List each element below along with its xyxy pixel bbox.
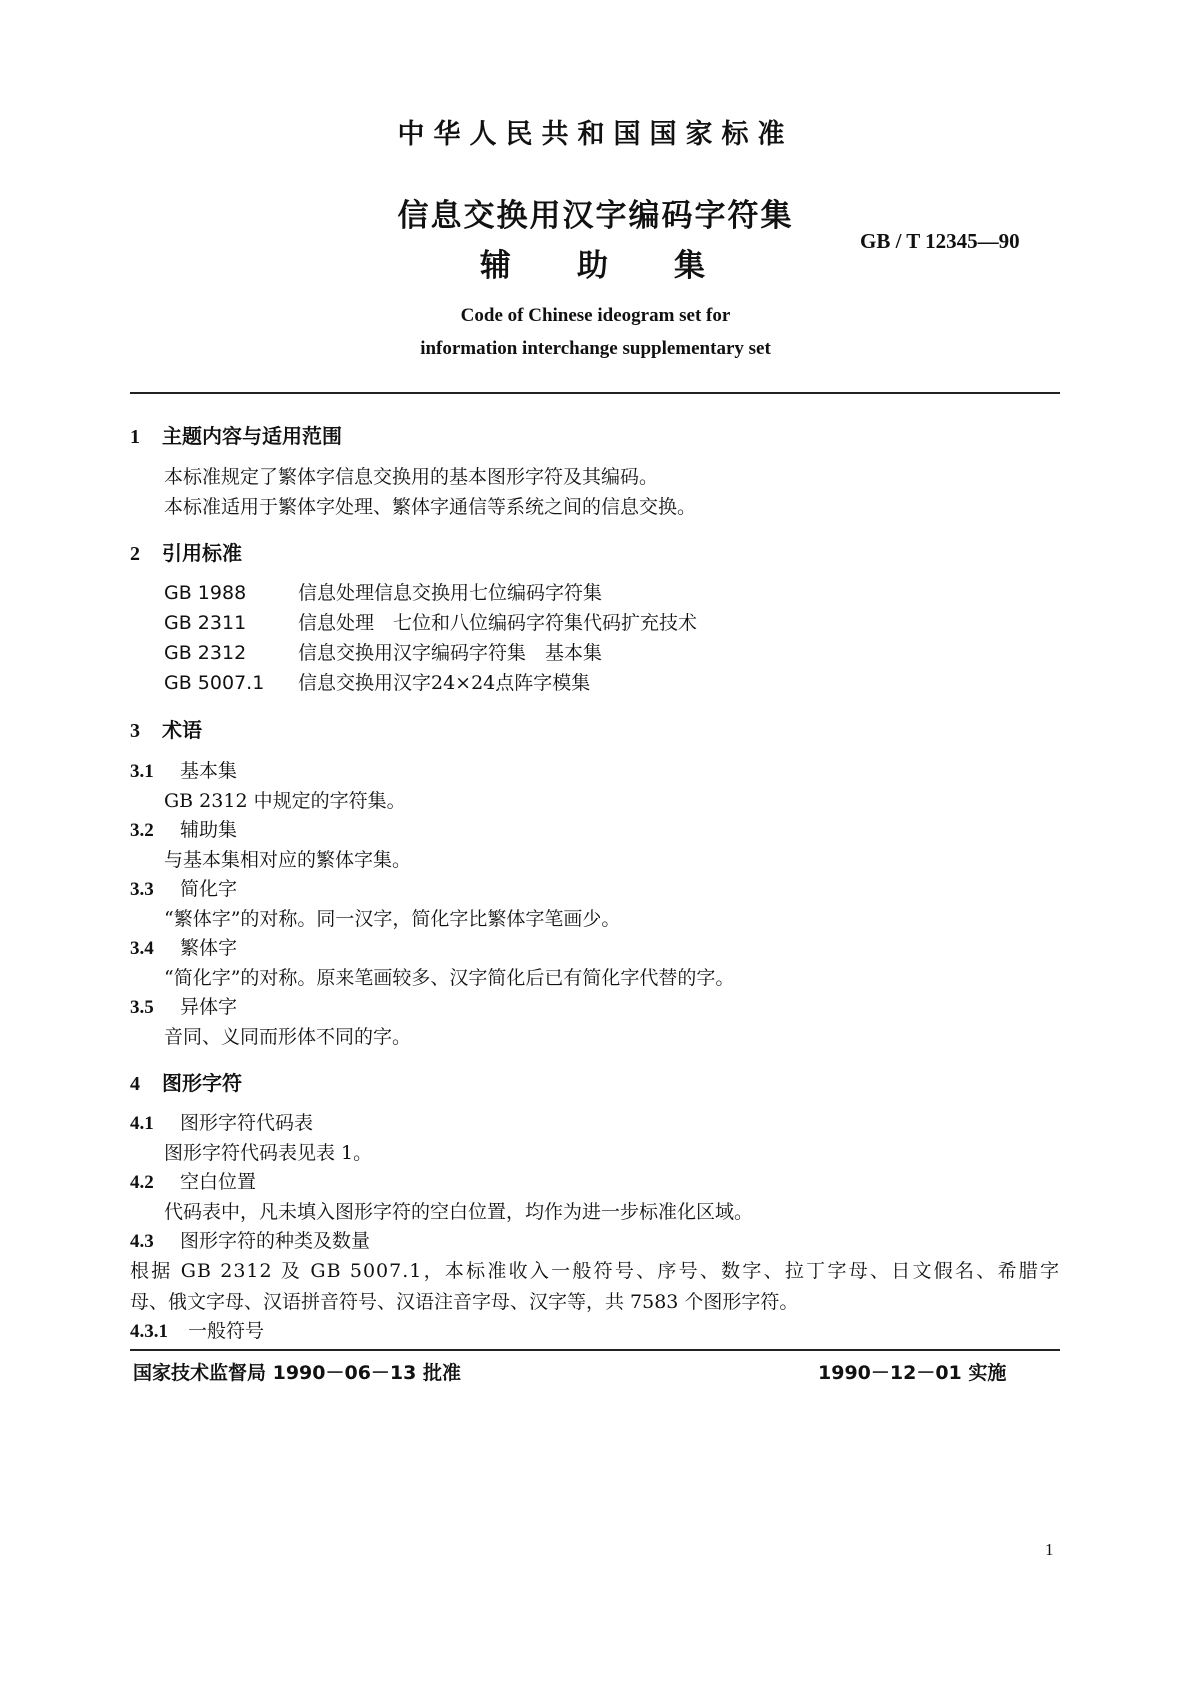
reference-title: 信息处理 七位和八位编码字符集代码扩充技术	[298, 612, 698, 634]
section-title: 图形字符	[162, 1071, 242, 1095]
section-heading-4	[130, 1067, 242, 1096]
paragraph: 代码表中，凡未填入图形字符的空白位置，均作为进一步标准化区域。	[164, 1201, 754, 1223]
footer-divider	[130, 1349, 1060, 1351]
reference-title: 信息处理信息交换用七位编码字符集	[298, 582, 603, 604]
reference-code: GB 2312	[164, 642, 247, 664]
subsection-heading-4-1	[130, 1108, 313, 1135]
section-title: 引用标准	[162, 541, 242, 565]
paragraph: 图形字符代码表见表 1。	[164, 1142, 373, 1164]
term-heading	[130, 992, 237, 1019]
term-number: 3.2	[130, 820, 154, 841]
approval-date: 国家技术监督局 1990－06－13 批准	[133, 1362, 461, 1384]
paragraph: 本标准适用于繁体字处理、繁体字通信等系统之间的信息交换。	[164, 496, 697, 518]
reference-title: 信息交换用汉字24×24点阵字模集	[298, 672, 591, 694]
section-number: 2	[130, 543, 140, 565]
paragraph-line: 母、俄文字母、汉语拼音符号、汉语注音字母、汉字等，共 7583 个图形字符。	[130, 1291, 799, 1313]
subsection-heading-4-2	[130, 1167, 256, 1194]
term-name: 基本集	[180, 760, 238, 782]
term-number: 3.1	[130, 761, 154, 782]
reference-item	[164, 578, 602, 605]
page-number: 1	[1045, 1540, 1054, 1559]
term-name: 辅助集	[180, 819, 238, 841]
section-number: 4	[130, 1073, 140, 1095]
implementation-date: 1990－12－01 实施	[818, 1362, 1007, 1384]
subsection-title: 一般符号	[188, 1320, 265, 1342]
section-number: 3	[130, 720, 140, 742]
term-heading	[130, 756, 237, 783]
term-heading	[130, 874, 237, 901]
reference-item	[164, 668, 590, 695]
reference-code: GB 1988	[164, 582, 247, 604]
term-definition: 与基本集相对应的繁体字集。	[164, 849, 412, 871]
reference-item	[164, 608, 697, 635]
term-name: 繁体字	[180, 937, 238, 959]
term-heading	[130, 815, 237, 842]
reference-code: GB 5007.1	[164, 672, 265, 694]
english-title-line1: Code of Chinese ideogram set for	[460, 305, 731, 326]
term-number: 3.5	[130, 997, 154, 1018]
term-heading	[130, 933, 237, 960]
document-subtitle: 辅助集	[480, 248, 771, 284]
term-name: 异体字	[180, 996, 238, 1018]
section-title: 主题内容与适用范围	[162, 424, 342, 448]
subsection-title: 图形字符代码表	[180, 1112, 314, 1134]
term-definition: “简化字”的对称。原来笔画较多、汉字简化后已有简化字代替的字。	[164, 967, 735, 989]
term-definition: “繁体字”的对称。同一汉字，简化字比繁体字笔画少。	[164, 908, 621, 930]
subsection-number: 4.3	[130, 1231, 154, 1252]
term-definition: GB 2312 中规定的字符集。	[164, 790, 406, 812]
reference-title: 信息交换用汉字编码字符集 基本集	[298, 642, 603, 664]
reference-code: GB 2311	[164, 612, 247, 634]
english-title-line2: information interchange supplementary set	[420, 338, 771, 359]
national-standard-heading: 中华人民共和国国家标准	[397, 119, 794, 150]
standard-number: GB / T 12345—90	[860, 229, 1020, 253]
subsection-number: 4.3.1	[130, 1321, 168, 1342]
header-divider	[130, 392, 1060, 394]
term-definition: 音同、义同而形体不同的字。	[164, 1026, 412, 1048]
section-number: 1	[130, 426, 140, 448]
subsection-number: 4.2	[130, 1172, 154, 1193]
subsection-title: 空白位置	[180, 1171, 257, 1193]
term-name: 简化字	[180, 878, 238, 900]
subsection-heading-4-3	[130, 1226, 370, 1253]
section-heading-3	[130, 714, 202, 743]
document-title: 信息交换用汉字编码字符集	[397, 198, 794, 234]
term-number: 3.3	[130, 879, 154, 900]
paragraph: 本标准规定了繁体字信息交换用的基本图形字符及其编码。	[164, 466, 659, 488]
subsection-title: 图形字符的种类及数量	[180, 1230, 371, 1252]
section-heading-2	[130, 537, 242, 566]
subsection-heading-4-3-1	[130, 1316, 264, 1343]
reference-item	[164, 638, 602, 665]
section-title: 术语	[162, 718, 202, 742]
paragraph-line: 根据 GB 2312 及 GB 5007.1，本标准收入一般符号、序号、数字、拉丁字母、日文假名、希腊字	[130, 1260, 1060, 1282]
section-heading-1	[130, 420, 342, 449]
term-number: 3.4	[130, 938, 154, 959]
subsection-number: 4.1	[130, 1113, 154, 1134]
